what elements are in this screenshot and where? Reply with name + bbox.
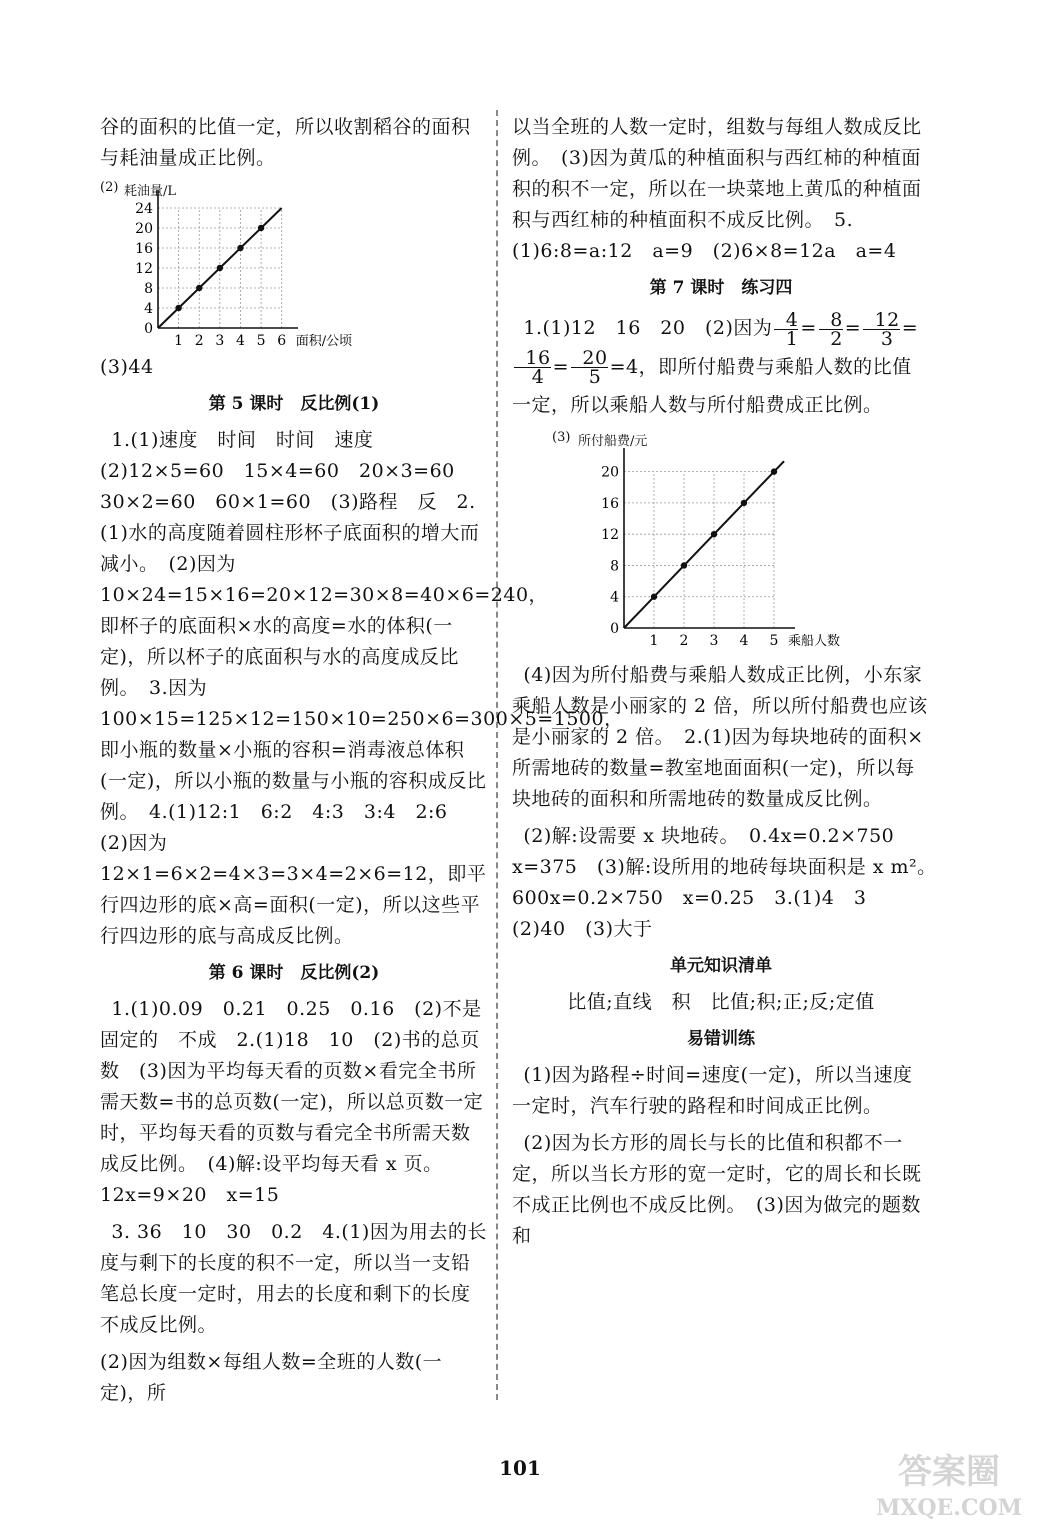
left-para-7: 3. 36 10 30 0.2 4.(1)因为用去的长度与剩下的长度的积不一定，所以当一支铅笔总长度一定时，用去的长度和剩下的长度不成反比例。	[100, 1221, 487, 1336]
chart-fuel-x-tick: 3	[215, 333, 225, 349]
chart-fare-y-tick: 20	[601, 464, 619, 481]
chart-fuel-x-tick: 4	[236, 333, 245, 349]
left-para-2: (3)44	[100, 356, 154, 378]
chart-fuel-point	[175, 305, 181, 311]
chart-fuel-label: (2)	[100, 180, 119, 195]
chart-fuel-x-tick: 2	[194, 333, 204, 349]
column-divider	[496, 110, 498, 1400]
chart-fare-svg	[512, 430, 930, 660]
right-para-2a: 1.(1)12 16 20 (2)因为	[523, 317, 773, 339]
lesson-7-heading: 第 7 课时 练习四	[649, 278, 793, 298]
chart-fare-ylabel: 所付船费/元	[578, 434, 648, 449]
chart-fuel	[100, 180, 488, 352]
chart-fuel-y-tick: 4	[144, 301, 153, 317]
chart-fare-y-tick: 0	[610, 621, 619, 637]
left-para-6: 1.(1)0.09 0.21 0.25 0.16 (2)不是固定的 不成 2.(1)18 10 (2)书的总页数 (3)因为平均每天看的页数×看完全书所需天数=书的总页数(一定)，所以总页数一定时，平均每天看的页数与看完全书所需天数成反比例。 (4)解:设平均每天看 x 页。 12x=9×20 x=15	[100, 998, 484, 1206]
right-para-2: 1.(1)12 16 20 (2)因为 $\frac{4}{1}$ = $\frac{8}{2}$ = $\frac{12}{3}$ = $\frac{16}{4}$ = $\frac{20}{5}$ =4，即所付船费与乘船人数的比值一定，所以乘船人数与所付船费成正比例。	[512, 308, 919, 416]
chart-fare-x-tick: 3	[709, 633, 719, 649]
chart-fuel-x-tick: 6	[277, 333, 287, 349]
left-para-5: 1.(1)速度 时间 时间 速度 (2)12×5=60 15×4=60 20×3=60 30×2=60 60×1=60 (3)路程 反 2.(1)水的高度随着圆柱形杯子底面积的增大而减小。 (2)因为 10×24=15×16=20×12=30×8=40×6=240，即杯子的底面积×水的高度=水的体积(一定)，所以杯子的底面积与水的高度成反比例。 3.因为 100×15=125×12=150×10=250×6=300×5=1500，即小瓶的数量×小瓶的容积=消毒液总体积(一定)，所以小瓶的数量与小瓶的容积成反比例。 4.(1)12:1 6:2 4:3 3:4 2:6 (2)因为 12×1=6×2=4×3=3×4=2×6=12，即平行四边形的底×高=面积(一定)，所以这些平行四边形的底与高成反比例。	[100, 429, 624, 947]
chart-fuel-y-tick: 24	[135, 201, 153, 217]
right-para-3: (4)因为所付船费与乘船人数成正比例，小东家乘船人数是小丽家的 2 倍，所以所付船费也应该是小丽家的 2 倍。 2.(1)因为每块地砖的面积×所需地砖的数量=教室地面面积(一定)，所以每块地砖的面积和所需地砖的数量成反比例。	[512, 664, 928, 810]
chart-fare-point	[651, 594, 657, 600]
chart-fuel-ylabel: 耗油量/L	[124, 184, 177, 199]
unit-summary-heading: 单元知识清单	[670, 956, 772, 976]
fraction-4-1: $\frac{4}{1}$	[774, 311, 798, 348]
lesson-6-heading: 第 6 课时 反比例(2)	[208, 963, 380, 983]
chart-fuel-x-tick: 1	[174, 333, 184, 349]
fraction-8-2: $\frac{8}{2}$	[819, 311, 843, 348]
chart-fuel-x-label: 面积/公顷	[295, 334, 353, 349]
chart-fuel-y-tick: 8	[144, 281, 153, 297]
right-para-6: (1)因为路程÷时间=速度(一定)，所以当速度一定时，汽车行驶的路程和时间成正比例。	[512, 1064, 913, 1117]
chart-fare-x-tick: 4	[739, 633, 749, 649]
chart-fuel-x-tick: 5	[256, 333, 266, 349]
fraction-20-5: $\frac{20}{5}$	[571, 349, 608, 386]
chart-fare-series-line	[624, 461, 784, 628]
chart-fare-point	[711, 531, 717, 537]
chart-fuel-y-tick: 20	[135, 221, 153, 237]
chart-fare-y-tick: 4	[610, 589, 619, 606]
chart-fuel-point	[237, 245, 243, 251]
right-para-4: (2)解:设需要 x 块地砖。 0.4x=0.2×750 x=375 (3)解:设所用的地砖每块面积是 x m²。 600x=0.2×750 x=0.25 3.(1)4 3 (2)40 (3)大于	[512, 825, 947, 940]
chart-fuel-point	[258, 225, 264, 231]
chart-fuel-y-tick: 16	[135, 241, 153, 257]
chart-fuel-svg	[100, 180, 488, 352]
right-para-7: (2)因为长方形的周长与长的比值和积都不一定，所以当长方形的宽一定时，它的周长和长既不成正比例也不成反比例。 (3)因为做完的题数和	[512, 1132, 922, 1247]
chart-fuel-y-tick: 0	[144, 321, 153, 337]
page-number: 101	[499, 1456, 541, 1480]
chart-fare-y-tick: 12	[601, 527, 619, 544]
right-para-2b: =4，即所付船费与乘船人数的比值一定，所以乘船人数与所付船费成正比例。	[512, 355, 912, 416]
chart-fare-y-tick: 16	[601, 495, 619, 512]
chart-fare-x-tick: 5	[769, 633, 779, 649]
chart-fare-point	[741, 500, 747, 506]
chart-fare-x-tick: 1	[649, 633, 659, 649]
right-para-1: 以当全班的人数一定时，组数与每组人数成反比例。 (3)因为黄瓜的种植面积与西红柿的种植面积的积不一定，所以在一块菜地上黄瓜的种植面积与西红柿的种植面积不成反比例。 5.(1)6:8=a:12 a=9 (2)6×8=12a a=4	[512, 116, 922, 262]
chart-fare-point	[771, 468, 777, 474]
fraction-12-3: $\frac{12}{3}$	[863, 311, 900, 348]
chart-fare-label: (3)	[552, 430, 571, 445]
chart-fare-point	[681, 562, 687, 568]
chart-fuel-point	[217, 265, 223, 271]
left-para-1: 谷的面积的比值一定，所以收割稻谷的面积与耗油量成正比例。	[100, 116, 471, 169]
right-column	[512, 112, 947, 1258]
right-para-5: 比值;直线 积 比值;积;正;反;定值	[567, 991, 875, 1013]
chart-fuel-point	[196, 285, 202, 291]
error-training-heading: 易错训练	[687, 1029, 755, 1049]
chart-fare-x-label: 乘船人数	[788, 634, 841, 649]
fraction-16-4: $\frac{16}{4}$	[514, 349, 551, 386]
lesson-5-heading: 第 5 课时 反比例(1)	[208, 394, 380, 414]
watermark-logo: 答案圈 MXQE.COM	[875, 1452, 1022, 1521]
chart-fare	[512, 430, 930, 660]
chart-fare-y-tick: 8	[610, 558, 619, 575]
left-para-8: (2)因为组数×每组人数=全班的人数(一定)，所	[100, 1351, 443, 1404]
chart-fuel-y-tick: 12	[135, 261, 153, 277]
chart-fare-x-tick: 2	[679, 633, 689, 649]
